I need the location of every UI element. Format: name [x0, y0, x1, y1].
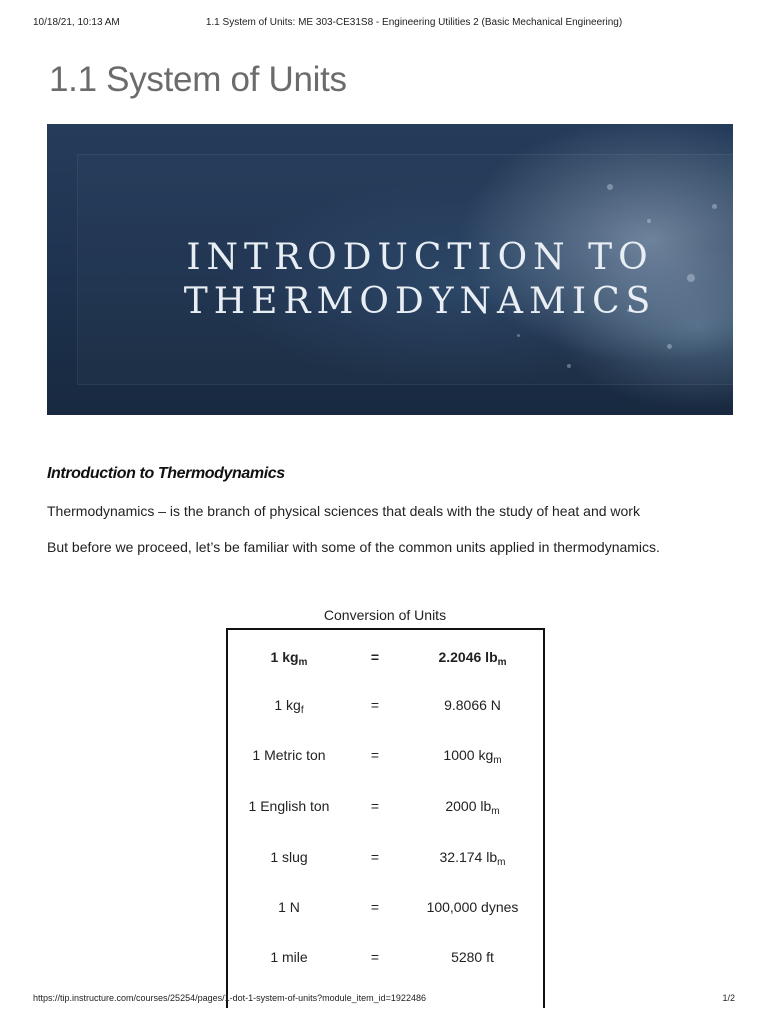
section-heading: Introduction to Thermodynamics	[47, 465, 285, 482]
table-cell-left: 1 mile	[270, 949, 308, 965]
banner-heading	[47, 236, 733, 324]
table-cell-left: 1 Metric ton	[252, 747, 326, 763]
bokeh-dot	[517, 334, 520, 337]
table-row	[228, 730, 543, 780]
table-cell-left: 1 $kg_f$	[274, 697, 304, 716]
table-cell-equals: =	[370, 899, 380, 915]
banner-image	[47, 124, 733, 415]
paragraph-definition: Thermodynamics – is the branch of physical sciences that deals with the study of heat and work	[47, 503, 640, 519]
print-page-number: 1/2	[722, 993, 735, 1003]
table-cell-equals: =	[370, 798, 380, 814]
bokeh-dot	[647, 219, 651, 223]
print-header	[0, 17, 768, 31]
conversion-table	[226, 628, 545, 1008]
table-row	[228, 680, 543, 730]
banner-heading-line1: INTRODUCTION TO	[186, 237, 654, 278]
table-cell-left: 1 English ton	[248, 798, 330, 814]
table-cell-left: 1 $kg_m$	[270, 649, 308, 668]
banner-heading-line2: THERMODYNAMICS	[183, 281, 657, 322]
table-row	[228, 632, 543, 682]
table-cell-right: 5280 ft	[451, 949, 494, 965]
table-row	[228, 932, 543, 982]
table-cell-equals: =	[370, 949, 380, 965]
table-row	[228, 832, 543, 882]
paragraph-intro-units: But before we proceed, let’s be familiar with some of the common units applied in thermodynamics.	[47, 539, 660, 555]
print-url: https://tip.instructure.com/courses/25254/pages/1-dot-1-system-of-units?module_item_id=1922486	[33, 993, 426, 1003]
table-cell-right: 9.8066 N	[444, 697, 501, 713]
table-cell-equals: =	[370, 649, 380, 665]
table-cell-right: 32.174 $lb_m$	[439, 849, 506, 868]
table-caption: Conversion of Units	[323, 607, 447, 623]
table-row	[228, 781, 543, 831]
print-document-title: 1.1 System of Units: ME 303-CE31S8 - Engineering Utilities 2 (Basic Mechanical Engineering)	[205, 17, 623, 28]
table-row	[228, 882, 543, 932]
bokeh-dot	[667, 344, 672, 349]
table-cell-equals: =	[370, 849, 380, 865]
bokeh-dot	[567, 364, 571, 368]
table-cell-right: 2000 $lb_m$	[445, 798, 500, 817]
table-cell-right: 100,000 dynes	[426, 899, 519, 915]
table-cell-left: 1 slug	[270, 849, 308, 865]
table-cell-equals: =	[370, 747, 380, 763]
page-title: 1.1 System of Units	[49, 60, 347, 99]
print-date: 10/18/21, 10:13 AM	[33, 17, 120, 28]
table-cell-right: 1000 $kg_m$	[443, 747, 502, 766]
table-cell-equals: =	[370, 697, 380, 713]
bokeh-dot	[607, 184, 613, 190]
table-cell-left: 1 N	[278, 899, 300, 915]
bokeh-dot	[712, 204, 717, 209]
table-cell-right: 2.2046 $lb_m$	[438, 649, 507, 668]
